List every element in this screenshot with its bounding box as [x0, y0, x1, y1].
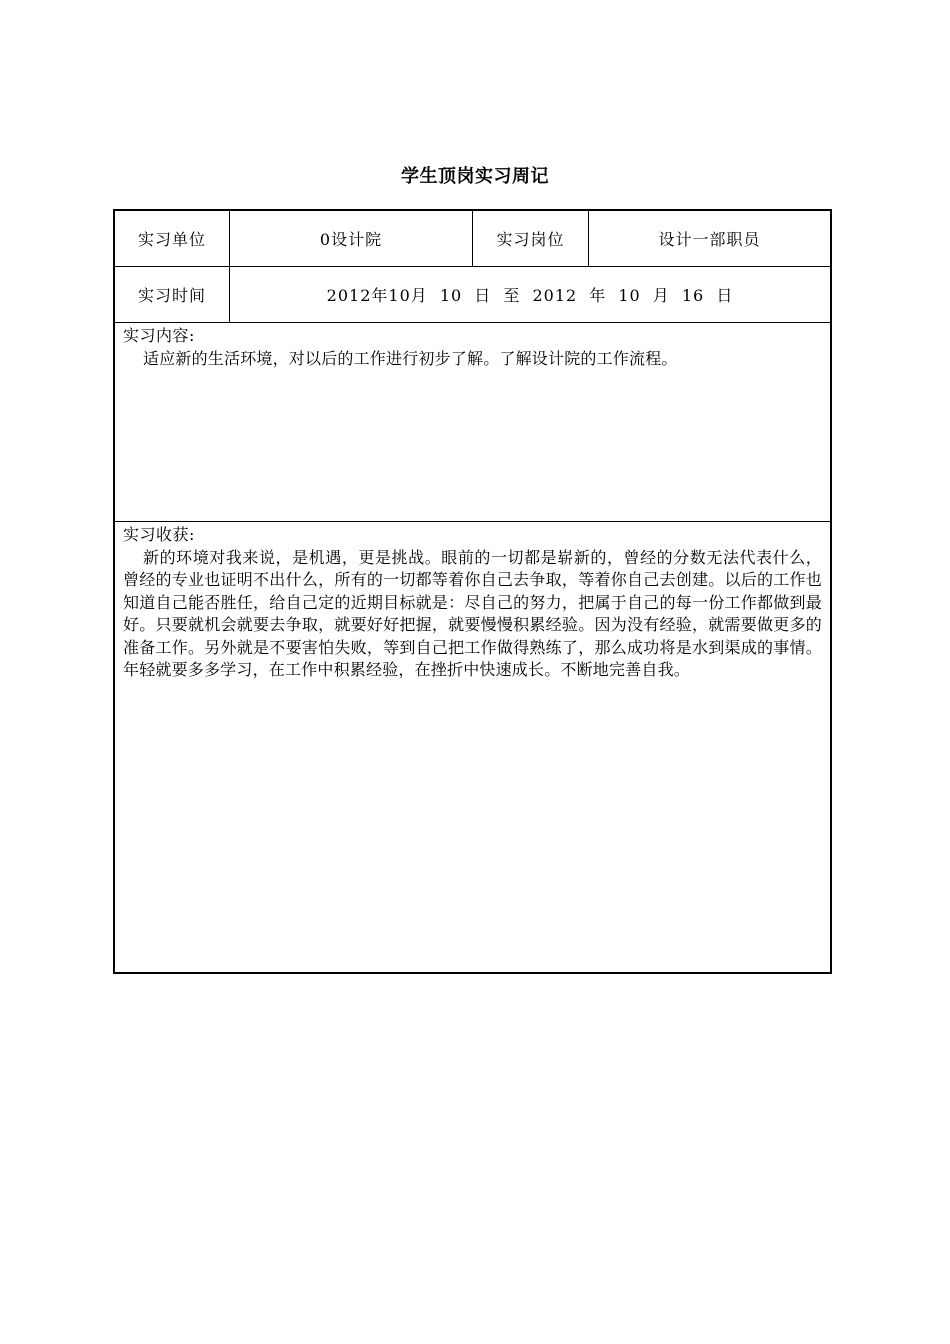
internship-content-text: 适应新的生活环境，对以后的工作进行初步了解。了解设计院的工作流程。 [143, 348, 678, 368]
internship-unit-value: 0设计院 [230, 211, 473, 266]
form-row-time [115, 267, 830, 323]
page-title: 学生顶岗实习周记 [401, 166, 549, 187]
internship-gains-heading: 实习收获: [123, 525, 195, 544]
internship-form-table [113, 209, 832, 974]
form-row-unit-position [115, 211, 830, 267]
internship-gains-block [123, 524, 822, 682]
internship-content-block [123, 325, 822, 370]
form-row-content [115, 323, 830, 522]
internship-gains-text: 新的环境对我来说，是机遇，更是挑战。眼前的一切都是崭新的，曾经的分数无法代表什么，曾经的专业也证明不出什么，所有的一切都等着你自己去争取，等着你自己去创建。以后的工作也知道自己能否胜任，给自己定的近期目标就是：尽自己的努力，把属于自己的每一份工作都做到最好。只要就机会就要去争取，就要好好把握，就要慢慢积累经验。因为没有经验，就需要做更多的准备工作。另外就是不要害怕失败，等到自己把工作做得熟练了，那么成功将是水到渠成的事情。年轻就要多多学习，在工作中积累经验，在挫折中快速成长。不断地完善自我。 [123, 547, 822, 679]
internship-content-heading: 实习内容: [123, 326, 195, 345]
internship-time-label: 实习时间 [115, 267, 230, 322]
internship-position-label: 实习岗位 [473, 211, 589, 266]
internship-unit-label: 实习单位 [115, 211, 230, 266]
internship-time-value: 2012年10月 10 日 至 2012 年 10 月 16 日 [326, 286, 734, 305]
internship-position-value: 设计一部职员 [658, 230, 761, 249]
form-row-gains [115, 522, 830, 974]
